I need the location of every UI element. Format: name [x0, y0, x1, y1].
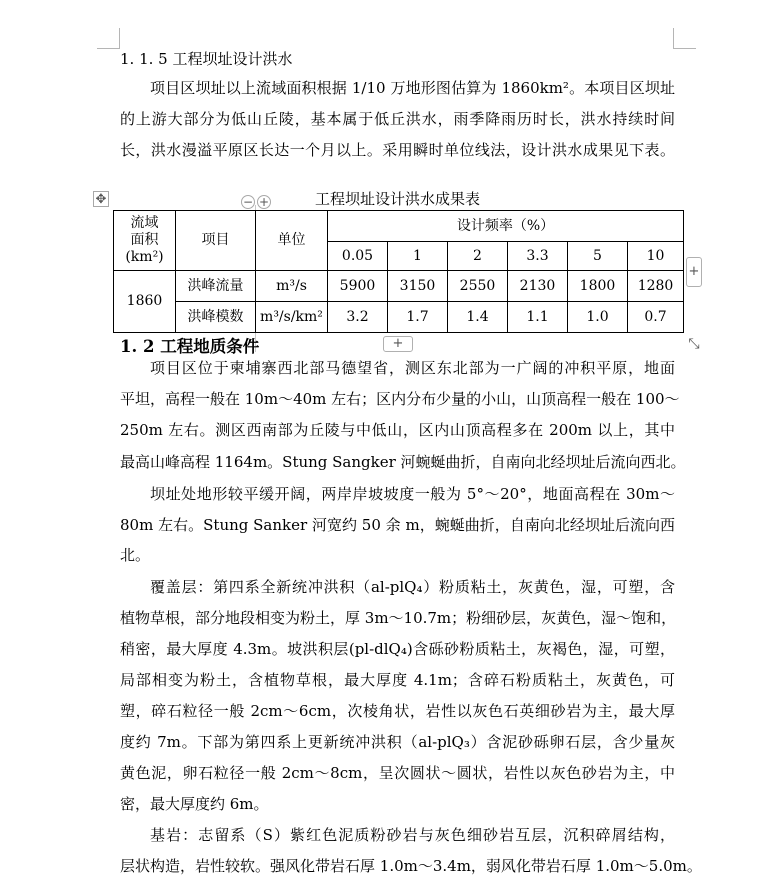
paragraph-line: 最高山峰高程 1164m。Stung Sangker 河蜿蜒曲折，自南向北经坝址后流向西北。: [120, 453, 686, 471]
minus-circle-icon[interactable]: −: [242, 195, 254, 209]
header-area-cell: [114, 211, 176, 271]
paragraph-line: 稍密，最大厚度 4.3m。坡洪积层(pl-dlQ₄)含砾砂粉质粘土，灰褐色，湿，可塑，: [120, 640, 675, 658]
value-cell: 1.1: [508, 302, 568, 333]
header-frequency-cell: 设计频率（%）: [328, 211, 684, 242]
flood-results-table: [113, 210, 684, 333]
paragraph-line: 长，洪水漫溢平原区长达一个月以上。采用瞬时单位线法，设计洪水成果见下表。: [120, 141, 675, 159]
frequency-header: 5: [568, 242, 628, 271]
section-heading-design-flood: 1. 1. 5 工程坝址设计洪水: [120, 50, 293, 68]
table-caption: 工程坝址设计洪水成果表: [314, 190, 480, 208]
table-move-handle-icon[interactable]: ✥: [93, 191, 109, 207]
value-cell: 0.7: [628, 302, 684, 333]
paragraph-line: 层状构造，岩性较软。强风化带岩石厚 1.0m～3.4m，弱风化带岩石厚 1.0m～5.0m。: [120, 857, 702, 875]
value-cell: 2550: [448, 271, 508, 302]
header-area-line: 面积: [130, 232, 159, 248]
value-cell: 3150: [388, 271, 448, 302]
value-cell: 1.7: [388, 302, 448, 333]
plus-circle-icon[interactable]: +: [258, 195, 270, 209]
frequency-header: 0.05: [328, 242, 388, 271]
paragraph-line: 项目区坝址以上流域面积根据 1/10 万地形图估算为 1860km²。本项目区坝址: [150, 79, 675, 97]
row-unit-cell: m³/s: [256, 271, 328, 302]
frequency-header: 10: [628, 242, 684, 271]
value-cell: 1.4: [448, 302, 508, 333]
paragraph-line: 平坦，高程一般在 10m～40m 左右；区内分布少量的小山，山顶高程一般在 100～: [120, 390, 680, 408]
paragraph-line: 坝址处地形较平缓开阔，两岸岸坡坡度一般为 5°～20°，地面高程在 30m～: [150, 485, 675, 503]
page-corner-mark-left: [97, 28, 120, 49]
frequency-header: 2: [448, 242, 508, 271]
paragraph-line: 密，最大厚度约 6m。: [120, 795, 269, 813]
area-value-cell: 1860: [114, 271, 176, 333]
value-cell: 3.2: [328, 302, 388, 333]
paragraph-line: 项目区位于柬埔寨西北部马德望省，测区东北部为一广阔的冲积平原，地面: [150, 359, 675, 377]
header-area-line: (km²): [125, 249, 164, 265]
table-row: [114, 271, 684, 302]
paragraph-line: 度约 7m。下部为第四系上更新统冲洪积（al-plQ₃）含泥砂砾卵石层，含少量灰: [120, 733, 675, 751]
value-cell: 2130: [508, 271, 568, 302]
row-unit-cell: m³/s/km²: [256, 302, 328, 333]
header-area-line: 流域: [130, 215, 159, 231]
page-corner-mark-right: [673, 28, 696, 49]
paragraph-line: 局部相变为粉土，含植物草根，最大厚度 4.1m；含碎石粉质粘土，灰黄色，可: [120, 671, 675, 689]
paragraph-line: 植物草根，部分地段相变为粉土，厚 3m～10.7m；粉细砂层，灰黄色，湿～饱和，: [120, 609, 677, 627]
frequency-header: 3.3: [508, 242, 568, 271]
table-row: [114, 302, 684, 333]
paragraph-line: 的上游大部分为低山丘陵，基本属于低丘洪水，雨季降雨历时长，洪水持续时间: [120, 110, 675, 128]
paragraph-line: 塑，碎石粒径一般 2cm～6cm，次棱角状，岩性以灰色石英细砂岩为主，最大厚: [120, 702, 675, 720]
add-column-button[interactable]: +: [686, 257, 702, 287]
row-item-cell: 洪峰流量: [176, 271, 256, 302]
value-cell: 1.0: [568, 302, 628, 333]
header-item-cell: 项目: [176, 211, 256, 271]
section-heading-geology: 1. 2 工程地质条件: [120, 337, 260, 356]
paragraph-line: 250m 左右。测区西南部为丘陵与中低山，区内山顶高程多在 200m 以上，其中: [120, 421, 675, 439]
row-item-cell: 洪峰模数: [176, 302, 256, 333]
header-unit-cell: 单位: [256, 211, 328, 271]
paragraph-line: 80m 左右。Stung Sanker 河宽约 50 余 m，蜿蜒曲折，自南向北经坝址后流向西: [120, 516, 675, 534]
paragraph-line: 基岩：志留系（S）紫红色泥质粉砂岩与灰色细砂岩互层，沉积碎屑结构，: [150, 826, 675, 844]
value-cell: 1800: [568, 271, 628, 302]
table-resize-handle-icon[interactable]: ⤡: [686, 337, 702, 353]
add-row-button[interactable]: +: [383, 336, 413, 352]
value-cell: 1280: [628, 271, 684, 302]
paragraph-line: 覆盖层：第四系全新统冲洪积（al-plQ₄）粉质粘土，灰黄色，湿，可塑，含: [150, 578, 675, 596]
paragraph-line: 黄色泥，卵石粒径一般 2cm～8cm，呈次圆状～圆状，岩性以灰色砂岩为主，中: [120, 764, 675, 782]
frequency-header: 1: [388, 242, 448, 271]
value-cell: 5900: [328, 271, 388, 302]
paragraph-line: 北。: [120, 546, 151, 564]
